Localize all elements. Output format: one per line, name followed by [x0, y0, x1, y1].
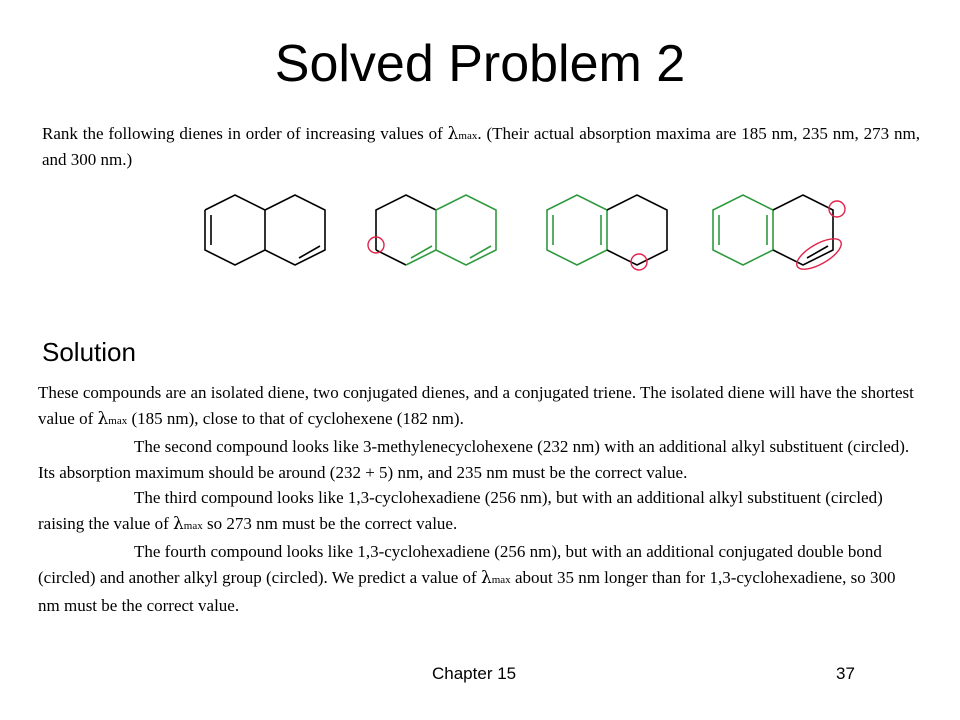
molecule-3-conjugated-diene	[547, 195, 667, 270]
lambda-subscript: max	[458, 130, 478, 142]
lambda-symbol: λ	[447, 124, 459, 144]
problem-text-after: . (Their actual absorption maxima are 185 nm, 235 nm, 273 nm, and 300 nm.)	[42, 124, 920, 169]
p1-text-b: (185 nm), close to that of cyclohexene (182 nm).	[127, 408, 464, 428]
lambda-subscript: max	[108, 414, 128, 427]
footer-chapter: Chapter 15	[432, 664, 517, 683]
molecule-1-isolated-diene	[205, 195, 325, 265]
problem-statement	[42, 122, 920, 172]
p4-text-b: about 35 nm longer than for 1,3-cyclohexadiene, so 300 nm must be the correct value.	[38, 567, 896, 615]
p4-text-a: The fourth compound looks like 1,3-cyclohexadiene (256 nm), but with an additional conjugated double bond (circled) and another alkyl group (circled). We predict a value of	[38, 542, 882, 587]
footer-page-number: 37	[836, 664, 855, 683]
slide-title: Solved Problem 2	[274, 35, 686, 93]
p3-text-b: so 273 nm must be the correct value.	[202, 513, 458, 533]
molecule-structures	[195, 190, 855, 275]
lambda-symbol: λ	[97, 408, 109, 429]
molecule-4-conjugated-triene	[713, 195, 846, 275]
double-bond-circle-4	[792, 233, 845, 275]
solution-paragraph-2	[38, 434, 920, 485]
p3-text-a: The third compound looks like 1,3-cyclohexadiene (256 nm), but with an additional alkyl substituent (circled) raising the value of	[38, 488, 883, 533]
solution-paragraph-3	[38, 485, 920, 539]
lambda-symbol: λ	[480, 567, 492, 588]
molecule-2-conjugated-diene	[368, 195, 496, 265]
solution-body	[38, 380, 920, 619]
solution-paragraph-4	[38, 539, 920, 619]
solution-paragraph-1	[38, 380, 920, 434]
lambda-symbol: λ	[173, 513, 184, 534]
problem-text-before: Rank the following dienes in order of increasing values of	[42, 124, 448, 143]
p2-text: The second compound looks like 3-methylenecyclohexene (232 nm) with an additional alkyl substituent (circled). Its absorption maximum should be around (232 + 5) nm, and 235 nm must be the correct value.	[38, 437, 910, 482]
lambda-subscript: max	[491, 573, 511, 586]
p1-text-a: These compounds are an isolated diene, two conjugated dienes, and a conjugated triene. The isolated diene will have the shortest value of	[38, 383, 914, 428]
solution-heading: Solution	[42, 337, 136, 367]
lambda-subscript: max	[183, 519, 203, 532]
